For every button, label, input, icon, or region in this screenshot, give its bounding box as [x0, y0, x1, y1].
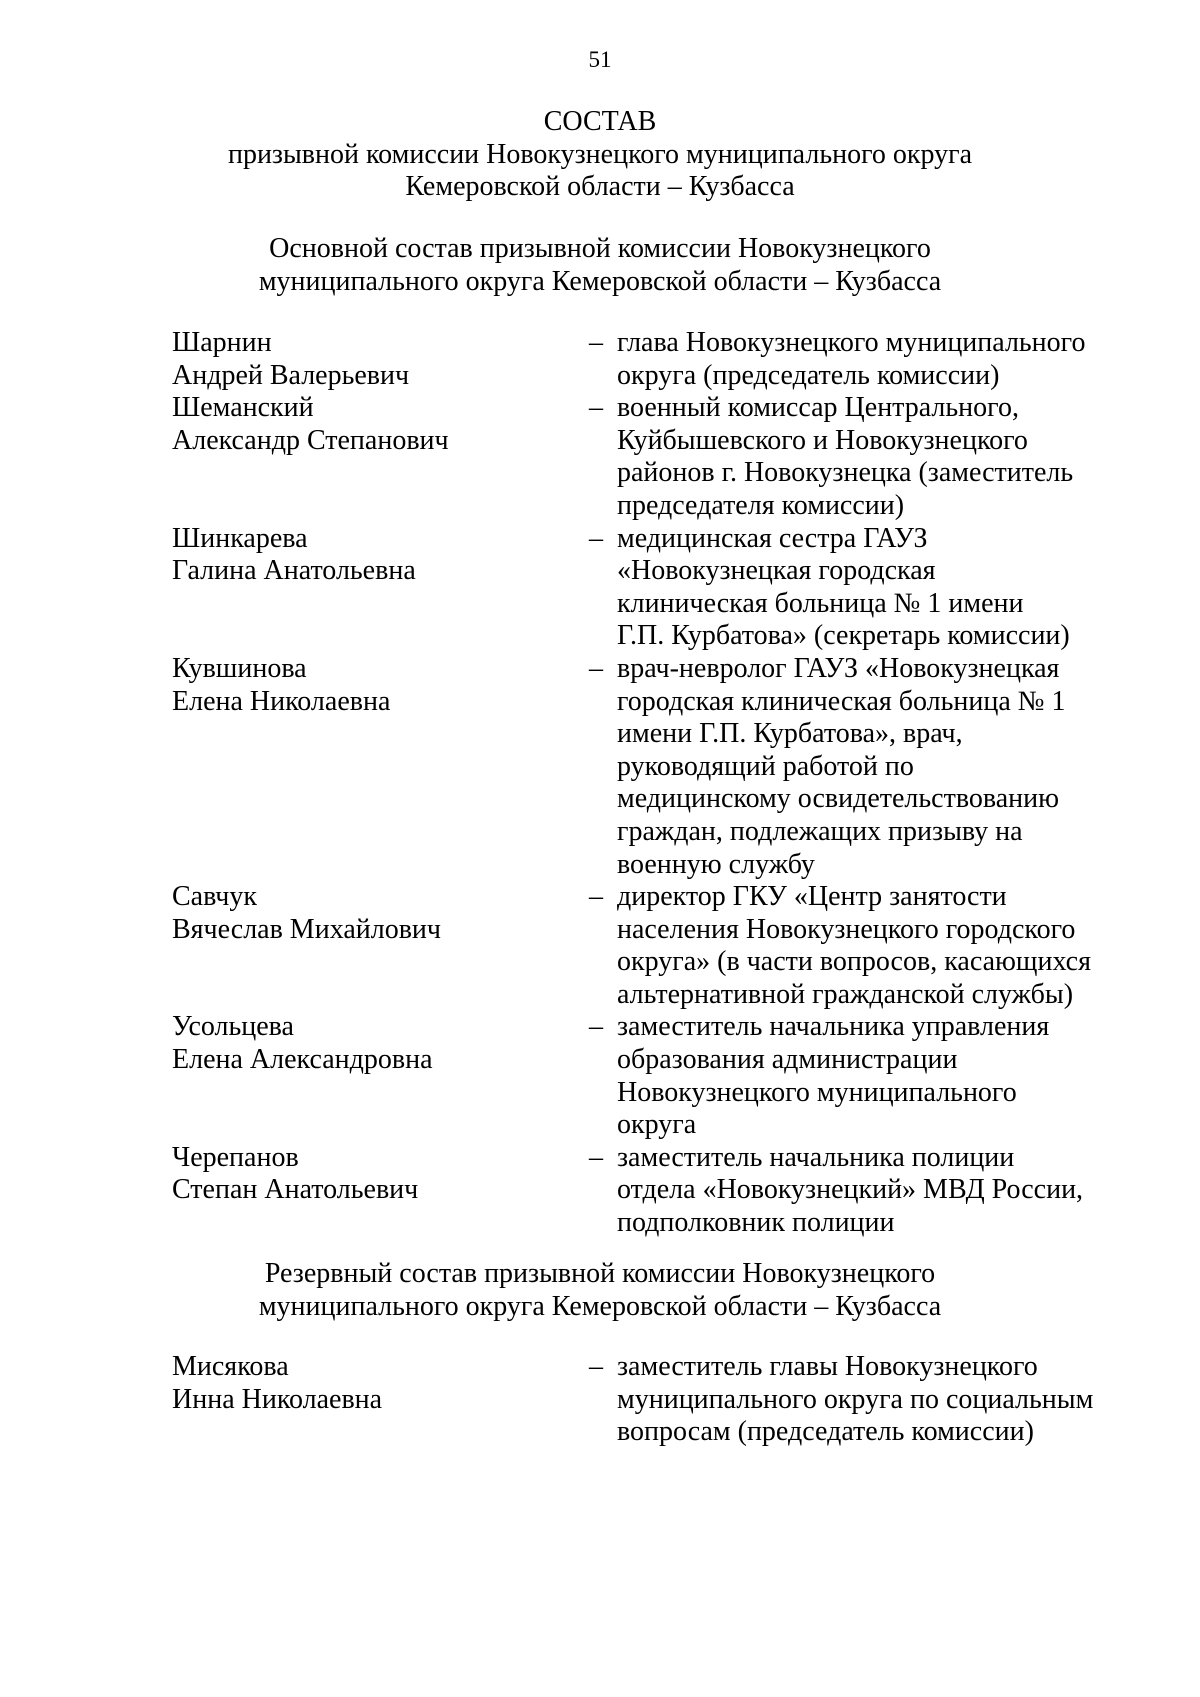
document-title — [0, 106, 1200, 204]
member-role-line: глава Новокузнецкого муниципального — [617, 327, 1086, 358]
member-role-line: муниципального округа по социальным — [617, 1383, 1094, 1415]
member-row — [172, 1142, 1102, 1240]
heading-line: Резервный состав призывной комиссии Новокузнецкого — [264, 1258, 936, 1289]
member-role — [617, 523, 1102, 653]
member-row — [172, 881, 1102, 1011]
member-role-line: подполковник полиции — [617, 1207, 895, 1239]
member-role-line: председателя комиссии) — [617, 489, 905, 521]
member-role-line: «Новокузнецкая городская — [617, 555, 936, 587]
reserve-members-list — [172, 1351, 1102, 1449]
member-row — [172, 653, 1102, 881]
member-role-line: Г.П. Курбатова» (секретарь комиссии) — [617, 620, 1070, 652]
member-given-names: Андрей Валерьевич — [172, 359, 410, 391]
main-section-heading — [0, 233, 1200, 298]
title-line: СОСТАВ — [543, 106, 657, 137]
member-role-line: Куйбышевского и Новокузнецкого — [617, 424, 1028, 456]
member-role-line: альтернативной гражданской службы) — [617, 978, 1074, 1010]
member-role-line: медицинскому освидетельствованию — [617, 783, 1060, 815]
member-name — [172, 1142, 567, 1240]
member-role-line: Новокузнецкого муниципального — [617, 1076, 1017, 1108]
member-dash: – — [589, 1141, 603, 1173]
member-surname: Мисякова — [172, 1351, 289, 1382]
member-row — [172, 1011, 1102, 1141]
member-row — [172, 523, 1102, 653]
member-dash: – — [589, 652, 603, 684]
member-row — [172, 327, 1102, 392]
heading-line: муниципального округа Кемеровской области – Кузбасса — [258, 1290, 942, 1322]
member-dash: – — [589, 522, 603, 554]
heading-line: муниципального округа Кемеровской области – Кузбасса — [258, 265, 942, 297]
member-name — [172, 523, 567, 653]
member-role-line: заместитель начальника управления — [617, 1011, 1050, 1043]
member-dash: – — [589, 1011, 603, 1043]
member-dash: – — [589, 327, 603, 358]
member-role-line: образования администрации — [617, 1044, 958, 1076]
title-line: Кемеровской области – Кузбасса — [405, 171, 795, 203]
member-role-line: клиническая больница № 1 имени — [617, 587, 1024, 619]
member-surname: Шарнин — [172, 327, 272, 358]
member-given-names: Галина Анатольевна — [172, 555, 416, 587]
member-given-names: Вячеслав Михайлович — [172, 913, 441, 945]
member-role-line: врач-невролог ГАУЗ «Новокузнецкая — [617, 652, 1060, 684]
member-role — [617, 653, 1102, 881]
member-role-line: руководящий работой по — [617, 750, 914, 782]
member-name — [172, 653, 567, 881]
member-surname: Шеманский — [172, 392, 314, 424]
member-given-names: Инна Николаевна — [172, 1383, 383, 1415]
member-dash: – — [589, 1351, 603, 1382]
member-row — [172, 392, 1102, 522]
reserve-section-heading — [0, 1258, 1200, 1323]
member-role-line: отдела «Новокузнецкий» МВД России, — [617, 1174, 1084, 1206]
member-role-line: округа» (в части вопросов, касающихся — [617, 946, 1091, 978]
member-surname: Черепанов — [172, 1141, 299, 1173]
member-role-line: директор ГКУ «Центр занятости — [617, 881, 1007, 913]
page-number: 51 — [588, 47, 612, 72]
member-dash: – — [589, 881, 603, 913]
member-row — [172, 1351, 1102, 1449]
member-role-line: граждан, подлежащих призыву на — [617, 815, 1023, 847]
member-role — [617, 392, 1102, 522]
member-name — [172, 392, 567, 522]
member-name — [172, 1351, 567, 1449]
member-role-line: округа (председатель комиссии) — [617, 359, 1000, 391]
member-role — [617, 327, 1102, 392]
member-role — [617, 1142, 1102, 1240]
member-dash: – — [589, 392, 603, 424]
main-members-list — [172, 327, 1102, 1240]
member-role-line: районов г. Новокузнецка (заместитель — [617, 457, 1074, 489]
member-role-line: округа — [617, 1109, 697, 1141]
member-given-names: Елена Александровна — [172, 1044, 433, 1076]
member-surname: Шинкарева — [172, 522, 308, 554]
member-role — [617, 1011, 1102, 1141]
member-role — [617, 881, 1102, 1011]
member-role-line: военную службу — [617, 848, 815, 880]
heading-line: Основной состав призывной комиссии Новокузнецкого — [269, 233, 931, 264]
member-surname: Кувшинова — [172, 652, 307, 684]
member-role-line: населения Новокузнецкого городского — [617, 913, 1076, 945]
member-role-line: заместитель главы Новокузнецкого — [617, 1351, 1038, 1382]
member-given-names: Степан Анатольевич — [172, 1174, 419, 1206]
member-name — [172, 1011, 567, 1141]
member-given-names: Александр Степанович — [172, 424, 449, 456]
member-name — [172, 327, 567, 392]
member-role — [617, 1351, 1102, 1449]
member-role-line: городская клиническая больница № 1 — [617, 685, 1066, 717]
member-role-line: военный комиссар Центрального, — [617, 392, 1019, 424]
member-role-line: медицинская сестра ГАУЗ — [617, 522, 928, 554]
title-line: призывной комиссии Новокузнецкого муниципального округа — [227, 138, 973, 170]
member-surname: Усольцева — [172, 1011, 294, 1043]
member-surname: Савчук — [172, 881, 257, 913]
member-given-names: Елена Николаевна — [172, 685, 391, 717]
member-role-line: заместитель начальника полиции — [617, 1141, 1015, 1173]
member-role-line: вопросам (председатель комиссии) — [617, 1416, 1034, 1448]
member-name — [172, 881, 567, 1011]
member-role-line: имени Г.П. Курбатова», врач, — [617, 718, 963, 750]
